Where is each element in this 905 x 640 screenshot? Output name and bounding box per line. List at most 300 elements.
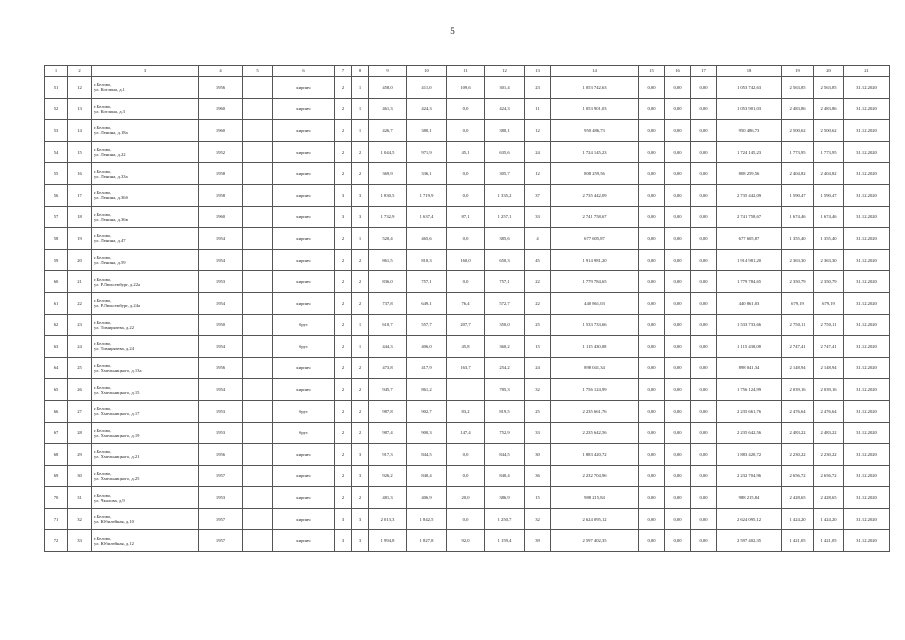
table-cell: 0,00 <box>691 206 717 228</box>
table-cell: 380,1 <box>407 120 447 142</box>
table-cell: кирпич <box>273 530 335 552</box>
table-cell: 24 <box>68 336 92 358</box>
table-cell: 2 013,3 <box>369 508 407 530</box>
table-cell: 0,00 <box>691 271 717 293</box>
table-cell: 0,00 <box>691 314 717 336</box>
address-cell <box>92 249 199 271</box>
table-row <box>45 465 890 487</box>
table-cell: 0,00 <box>691 163 717 185</box>
table-cell: 2 <box>335 422 352 444</box>
table-cell: 987,4 <box>369 422 407 444</box>
address-street: ул. Ленина, д.36в <box>94 216 128 222</box>
header-cell: 16 <box>665 66 691 77</box>
address-city: г.Белово, <box>94 103 112 109</box>
table-cell: 465,6 <box>407 228 447 250</box>
table-cell: 987,8 <box>369 400 407 422</box>
table-cell: 819,5 <box>485 400 525 422</box>
table-cell: 1 756 124,99 <box>551 379 639 401</box>
header-cell: 21 <box>844 66 890 77</box>
table-cell: 2 483,22 <box>814 422 844 444</box>
header-cell: 1 <box>45 66 68 77</box>
table-cell: 2 <box>335 163 352 185</box>
table-cell: 2 <box>335 379 352 401</box>
table-cell: 0,0 <box>447 98 485 120</box>
table-cell: 66 <box>45 400 68 422</box>
table-cell: 2 476,64 <box>782 400 814 422</box>
table-cell: 31 <box>68 487 92 509</box>
table-cell: 31.12.2020 <box>844 487 890 509</box>
table-cell <box>243 228 273 250</box>
header-cell: 3 <box>92 66 199 77</box>
table-cell: 0,00 <box>691 98 717 120</box>
table-cell: 0,00 <box>691 357 717 379</box>
table-cell: 71 <box>45 508 68 530</box>
address-street: ул. Ленина, д.36б <box>94 195 128 201</box>
table-cell: 2 563,85 <box>814 77 844 99</box>
table-cell: 557,7 <box>407 314 447 336</box>
table-cell: 31.12.2020 <box>844 292 890 314</box>
table-cell: 757,1 <box>407 271 447 293</box>
table-cell: 369,9 <box>369 163 407 185</box>
address-street: ул. Ленина, д.22 <box>94 152 126 158</box>
table-cell: 1 <box>352 98 369 120</box>
address-cell <box>92 120 199 142</box>
table-cell: 757,1 <box>485 271 525 293</box>
header-cell: 20 <box>814 66 844 77</box>
table-cell: 147,4 <box>447 422 485 444</box>
table-cell: 360,2 <box>485 336 525 358</box>
table-row <box>45 487 890 509</box>
table-cell: 1 883 420,72 <box>551 444 639 466</box>
table-cell: 31.12.2020 <box>844 508 890 530</box>
address-city: г.Белово, <box>94 449 112 455</box>
table-cell: брус <box>273 400 335 422</box>
table-cell: 18 <box>68 206 92 228</box>
table-cell: 0,00 <box>639 422 665 444</box>
table-cell: 15 <box>525 487 551 509</box>
table-row <box>45 292 890 314</box>
table-cell: 1954 <box>199 336 243 358</box>
table-row <box>45 314 890 336</box>
table-cell: кирпич <box>273 357 335 379</box>
table-cell: 1 421,05 <box>814 530 844 552</box>
table-cell: 2 148,94 <box>814 357 844 379</box>
table-cell: 0,00 <box>691 77 717 99</box>
table-cell: 22 <box>525 271 551 293</box>
table-cell: 2 750,11 <box>782 314 814 336</box>
address-street: ул. Хмельницкого, д.17 <box>94 411 140 417</box>
table-cell: 2 747,41 <box>782 336 814 358</box>
address-cell <box>92 292 199 314</box>
table-cell: 2 624 095,12 <box>717 508 782 530</box>
table-cell: 2 741 758,67 <box>717 206 782 228</box>
header-cell: 18 <box>717 66 782 77</box>
table-cell <box>447 379 485 401</box>
table-cell: 0,00 <box>665 228 691 250</box>
header-cell: 14 <box>551 66 639 77</box>
table-row <box>45 422 890 444</box>
table-row <box>45 379 890 401</box>
table-cell: 76,4 <box>447 292 485 314</box>
table-cell: 1960 <box>199 120 243 142</box>
table-cell: 1 335,2 <box>485 184 525 206</box>
table-cell: 1 674,46 <box>782 206 814 228</box>
table-cell: 1956 <box>199 444 243 466</box>
table-cell: 3 <box>335 184 352 206</box>
table-row <box>45 184 890 206</box>
table-cell: 0,00 <box>639 530 665 552</box>
table-cell: 109,6 <box>447 77 485 99</box>
table-cell: 2 232 704,96 <box>717 465 782 487</box>
table-cell: 23 <box>68 314 92 336</box>
table-cell: 2 <box>352 249 369 271</box>
address-cell <box>92 271 199 293</box>
table-cell: 950 486,73 <box>551 120 639 142</box>
table-cell: кирпич <box>273 228 335 250</box>
table-cell <box>243 314 273 336</box>
address-cell <box>92 444 199 466</box>
table-cell <box>243 530 273 552</box>
table-cell <box>243 120 273 142</box>
address-street: ул. Ленина, д.59 <box>94 260 126 266</box>
table-cell: 1 115 430,08 <box>551 336 639 358</box>
table-cell: 31.12.2020 <box>844 184 890 206</box>
page-number: 5 <box>450 26 455 36</box>
table-cell: 635,6 <box>485 141 525 163</box>
table-cell: 31.12.2020 <box>844 141 890 163</box>
table-cell: 1 053 742,63 <box>717 77 782 99</box>
table-row <box>45 206 890 228</box>
table-cell: 1 053 901,03 <box>717 98 782 120</box>
table-cell: 11 <box>525 98 551 120</box>
address-cell <box>92 400 199 422</box>
table-cell: 31.12.2020 <box>844 400 890 422</box>
table-cell: 0,00 <box>639 357 665 379</box>
table-cell: 988 215,84 <box>717 487 782 509</box>
table-cell: 0,00 <box>691 508 717 530</box>
table-cell: 2 656,72 <box>814 465 844 487</box>
table-cell: 1 421,05 <box>782 530 814 552</box>
table-cell: 26 <box>68 379 92 401</box>
table-cell: 2 <box>352 379 369 401</box>
address-city: г.Белово, <box>94 492 112 498</box>
table-cell: 33 <box>525 206 551 228</box>
table-cell: 0,00 <box>639 314 665 336</box>
table-cell: 27 <box>68 400 92 422</box>
table-cell: 31.12.2020 <box>844 271 890 293</box>
table-cell: 2 656,72 <box>782 465 814 487</box>
table-cell: 1 914 981,20 <box>717 249 782 271</box>
table-cell: 0,00 <box>639 206 665 228</box>
address-cell <box>92 228 199 250</box>
table-cell: 61 <box>45 292 68 314</box>
table-cell: 2 735 442,09 <box>717 184 782 206</box>
table-cell: 2 404,82 <box>814 163 844 185</box>
header-cell: 6 <box>273 66 335 77</box>
table-row <box>45 508 890 530</box>
table-cell: 1 779 784,65 <box>551 271 639 293</box>
table-cell: кирпич <box>273 271 335 293</box>
table-cell: 677 605,87 <box>717 228 782 250</box>
table-row <box>45 120 890 142</box>
table-cell: 0,00 <box>691 400 717 422</box>
table-cell: 785,3 <box>485 379 525 401</box>
table-row <box>45 141 890 163</box>
address-cell <box>92 98 199 120</box>
table-cell: 444,3 <box>369 336 407 358</box>
table-cell: 844,5 <box>407 444 447 466</box>
table-cell: 2 363,30 <box>814 249 844 271</box>
table-cell: 2 232 704,96 <box>551 465 639 487</box>
table-cell: 406,9 <box>407 487 447 509</box>
header-cell: 15 <box>639 66 665 77</box>
address-city: г.Белово, <box>94 341 112 347</box>
table-cell: 25 <box>525 400 551 422</box>
address-city: г.Белово, <box>94 168 112 174</box>
address-street: ул. Ленина, д.18а <box>94 130 128 136</box>
table-cell: 2 483,86 <box>782 98 814 120</box>
address-city: г.Белово, <box>94 255 112 260</box>
table-cell: 32 <box>525 379 551 401</box>
table-cell: 3 <box>352 508 369 530</box>
table-cell: 31.12.2020 <box>844 422 890 444</box>
address-city: г.Белово, <box>94 514 112 520</box>
table-cell: 3 <box>352 465 369 487</box>
table-cell <box>243 249 273 271</box>
table-cell: кирпич <box>273 206 335 228</box>
table-cell: 1 914 981,20 <box>551 249 639 271</box>
table-cell: 2 <box>335 120 352 142</box>
address-city: г.Белово, <box>94 82 112 88</box>
table-cell: 1950 <box>199 314 243 336</box>
table-cell: 1 <box>352 336 369 358</box>
address-street: ул. Ленина, д.47 <box>94 238 126 244</box>
table-cell: 3 <box>352 206 369 228</box>
table-cell: 0,00 <box>639 444 665 466</box>
table-cell: 0,00 <box>665 336 691 358</box>
table-cell: 12 <box>525 120 551 142</box>
table-cell: 1 994,8 <box>369 530 407 552</box>
table-cell: 31.12.2020 <box>844 336 890 358</box>
table-cell: 0,0 <box>447 120 485 142</box>
table-cell: 56 <box>45 184 68 206</box>
address-city: г.Белово, <box>94 384 112 390</box>
table-cell: 1 533 733,66 <box>717 314 782 336</box>
address-street: ул. Тимирязева, д.22 <box>94 324 134 330</box>
address-cell <box>92 379 199 401</box>
table-cell <box>243 422 273 444</box>
address-street: ул. Юбилейная, д.10 <box>94 519 134 525</box>
table-cell: 572,7 <box>485 292 525 314</box>
table-cell: 0,0 <box>447 163 485 185</box>
table-cell: 836,0 <box>369 271 407 293</box>
table-cell: 1 <box>352 120 369 142</box>
table-cell: 1958 <box>199 184 243 206</box>
table-cell: кирпич <box>273 508 335 530</box>
table-cell: 17 <box>68 184 92 206</box>
table-cell: 2 363,30 <box>782 249 814 271</box>
table-cell <box>243 292 273 314</box>
table-cell: 13 <box>68 98 92 120</box>
table-cell: 1 773,95 <box>782 141 814 163</box>
table-cell: 0,00 <box>639 141 665 163</box>
table-cell: 2 <box>352 400 369 422</box>
table-cell: 2 <box>335 77 352 99</box>
table-cell: 24 <box>525 141 551 163</box>
table-cell: 458,0 <box>369 77 407 99</box>
table-cell: 45,1 <box>447 141 485 163</box>
table-cell: кирпич <box>273 379 335 401</box>
table-cell: 2 500,62 <box>782 120 814 142</box>
address-street: ул. Котлина, д.3 <box>94 108 125 114</box>
table-cell: 0,00 <box>691 444 717 466</box>
table-cell: брус <box>273 314 335 336</box>
header-cell: 2 <box>68 66 92 77</box>
table-cell: 679,19 <box>814 292 844 314</box>
table-cell: 2 <box>352 357 369 379</box>
table-cell: 301,4 <box>485 77 525 99</box>
table-cell: 2 148,94 <box>782 357 814 379</box>
table-cell: 1 590,47 <box>814 184 844 206</box>
table-cell: кирпич <box>273 141 335 163</box>
table-cell: 14 <box>68 120 92 142</box>
table-cell: 1953 <box>199 400 243 422</box>
table-cell: 207,7 <box>447 314 485 336</box>
address-cell <box>92 77 199 99</box>
table-cell <box>243 357 273 379</box>
table-cell: 31.12.2020 <box>844 98 890 120</box>
address-city: г.Белово, <box>94 190 112 196</box>
table-cell: 2 500,62 <box>814 120 844 142</box>
table-cell: 0,00 <box>691 141 717 163</box>
address-city: г.Белово, <box>94 362 112 368</box>
table-cell: 1954 <box>199 292 243 314</box>
table-cell: 39 <box>525 530 551 552</box>
table-cell: 0,00 <box>691 228 717 250</box>
address-cell <box>92 314 199 336</box>
table-cell: кирпич <box>273 292 335 314</box>
table-cell: 1953 <box>199 487 243 509</box>
address-street: ул. Котлина, д.1 <box>94 87 125 93</box>
table-cell: 2 <box>335 228 352 250</box>
table-cell: 440 861,03 <box>551 292 639 314</box>
table-cell: 0,00 <box>639 77 665 99</box>
table-cell: 2 <box>335 336 352 358</box>
table-cell <box>243 487 273 509</box>
table-cell: 926,2 <box>369 465 407 487</box>
table-cell: 55 <box>45 163 68 185</box>
address-city: г.Белово, <box>94 319 112 325</box>
table-cell: 70 <box>45 487 68 509</box>
table-cell: 68 <box>45 444 68 466</box>
table-cell: 31.12.2020 <box>844 530 890 552</box>
table-cell: 0,00 <box>691 422 717 444</box>
table-cell: 31.12.2020 <box>844 314 890 336</box>
table-cell: 0,00 <box>665 444 691 466</box>
header-cell: 19 <box>782 66 814 77</box>
table-cell: 1 779 784,65 <box>717 271 782 293</box>
table-cell <box>243 444 273 466</box>
table-cell: 0,00 <box>665 98 691 120</box>
table-cell: 1 <box>352 314 369 336</box>
table-cell <box>243 206 273 228</box>
header-cell: 12 <box>485 66 525 77</box>
table-cell: 1 883 420,72 <box>717 444 782 466</box>
table-cell: 0,00 <box>639 379 665 401</box>
table-cell: 2 235 661,76 <box>717 400 782 422</box>
table-cell: 0,00 <box>665 357 691 379</box>
table-cell: 2 735 442,09 <box>551 184 639 206</box>
table-cell: 1954 <box>199 379 243 401</box>
table-cell: 1952 <box>199 141 243 163</box>
table-cell: 305,7 <box>485 163 525 185</box>
table-cell: 0,00 <box>665 141 691 163</box>
address-cell <box>92 163 199 185</box>
table-cell: 3 <box>352 184 369 206</box>
table-cell: 861,2 <box>407 379 447 401</box>
table-cell: 31.12.2020 <box>844 163 890 185</box>
table-cell: 1 732,9 <box>369 206 407 228</box>
table-cell: 83,2 <box>447 400 485 422</box>
table-cell: 0,00 <box>691 292 717 314</box>
table-cell: 988 215,84 <box>551 487 639 509</box>
table-cell <box>243 271 273 293</box>
table-cell <box>243 163 273 185</box>
table-cell: 0,0 <box>447 228 485 250</box>
table-cell: 2 235 661,76 <box>551 400 639 422</box>
table-cell: 677 605,87 <box>551 228 639 250</box>
table-cell: 12 <box>68 77 92 99</box>
address-cell <box>92 206 199 228</box>
table-cell: 900,3 <box>407 422 447 444</box>
address-city: г.Белово, <box>94 298 112 304</box>
table-cell: 24 <box>525 357 551 379</box>
table-cell: 1 159,4 <box>485 530 525 552</box>
table-cell: 2 230,22 <box>814 444 844 466</box>
table-cell: 520,4 <box>369 228 407 250</box>
address-city: г.Белово, <box>94 147 112 153</box>
table-cell: 3 <box>352 444 369 466</box>
table-cell: 2 <box>335 292 352 314</box>
table-row <box>45 249 890 271</box>
address-cell <box>92 184 199 206</box>
address-street: ул. Хмельницкого, д.19 <box>94 432 140 438</box>
table-cell: 67 <box>45 422 68 444</box>
header-cell: 11 <box>447 66 485 77</box>
table-cell: 1953 <box>199 422 243 444</box>
table-cell: 971,9 <box>407 141 447 163</box>
table-cell: 30 <box>68 465 92 487</box>
address-city: г.Белово, <box>94 470 112 476</box>
table-cell: 0,0 <box>447 444 485 466</box>
table-cell: 1 533 733,66 <box>551 314 639 336</box>
header-cell: 7 <box>335 66 352 77</box>
address-cell <box>92 487 199 509</box>
table-row <box>45 357 890 379</box>
table-cell: 2 <box>352 292 369 314</box>
table-cell: 0,00 <box>665 184 691 206</box>
address-street: ул. Р.Люксембург, д.22а <box>94 281 141 287</box>
table-cell: кирпич <box>273 465 335 487</box>
table-cell: 1 830,5 <box>369 184 407 206</box>
table-row <box>45 530 890 552</box>
table-cell: 2 747,41 <box>814 336 844 358</box>
table-cell: 2 235 642,56 <box>551 422 639 444</box>
table-cell: 2 404,82 <box>782 163 814 185</box>
table-cell: 1 674,46 <box>814 206 844 228</box>
table-cell: 1956 <box>199 357 243 379</box>
table-cell: 0,00 <box>639 228 665 250</box>
